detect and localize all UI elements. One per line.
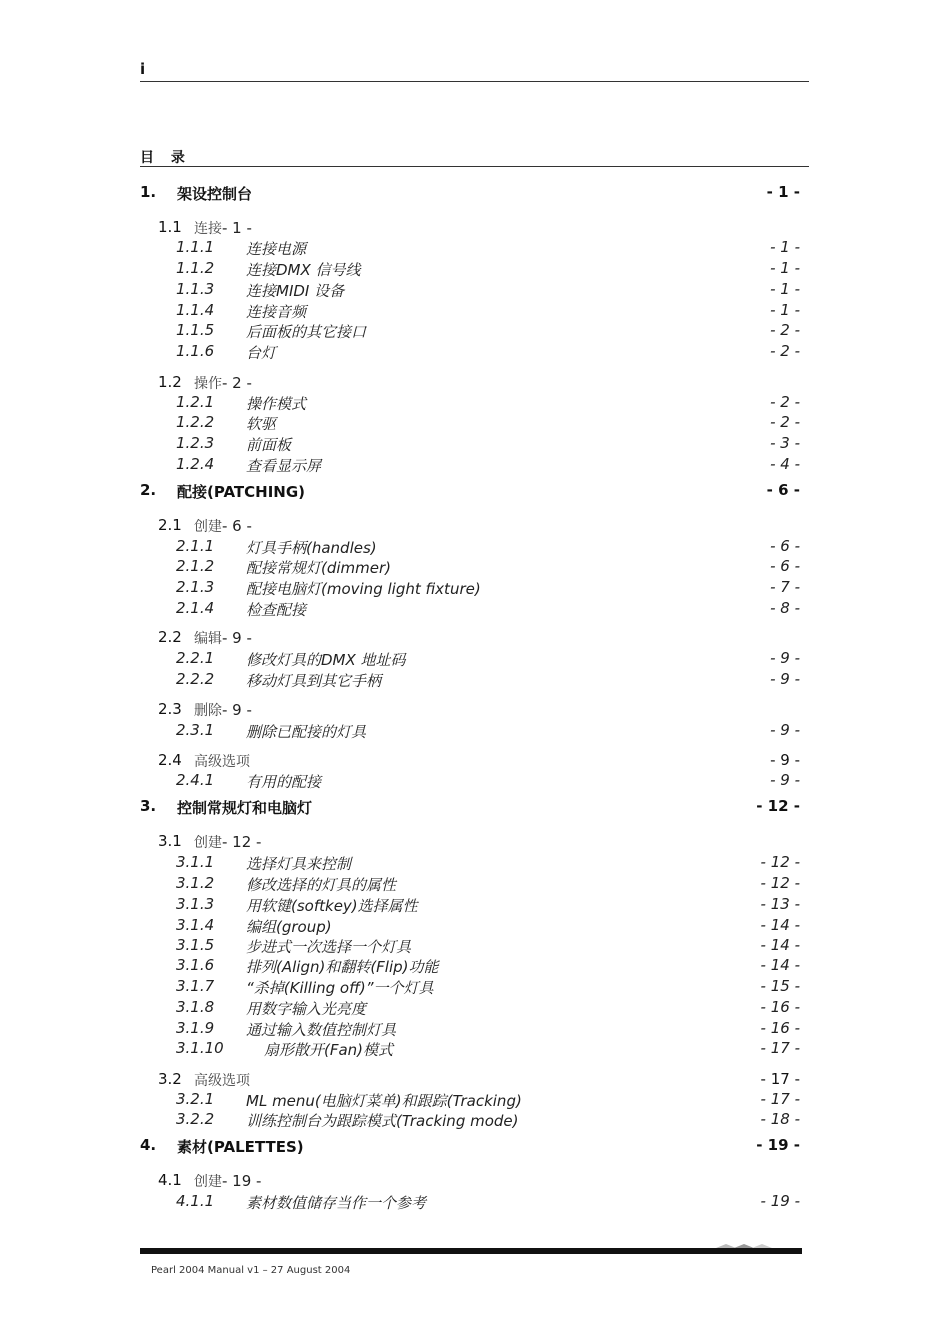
entry-page-number: - 14 - [760,936,800,954]
entry-title: 配接(PATCHING) [177,483,306,501]
entry-number: 3.2.1 [176,1090,215,1108]
entry-number: 1.1.2 [176,259,215,277]
toc-subsection-entry[interactable] [0,413,950,433]
entry-number: 1.2.3 [176,434,215,452]
entry-number: 1.2.2 [176,413,215,431]
entry-number: 2.4 [158,751,182,769]
entry-title: 排列(Align)和翻转(Flip)功能 [246,958,439,976]
entry-page-number: - 16 - [760,1019,800,1037]
entry-page-number: - 9 - [770,771,800,789]
page-numeral: i [140,60,146,78]
footer-text: Pearl 2004 Manual v1 – 27 August 2004 [151,1265,351,1276]
entry-title: 操作模式 [246,395,307,413]
entry-title: 后面板的其它接口 [246,323,367,341]
toc-subsection-entry[interactable] [0,1090,950,1110]
entry-page-number: - 3 - [770,434,800,452]
entry-title: 创建 [194,835,222,851]
entry-page-number: - 1 - [222,219,252,237]
entry-title: 编辑 [194,631,222,647]
entry-page-number: - 2 - [770,342,800,360]
entry-number: 4.1.1 [176,1192,215,1210]
entry-page-number: - 9 - [222,629,252,647]
entry-title: 操作 [194,376,222,392]
toc-subsection-entry[interactable] [0,1192,950,1212]
entry-page-number: - 19 - [222,1172,262,1190]
entry-number: 1.2.4 [176,455,215,473]
entry-page-number: - 2 - [770,321,800,339]
entry-page-number: - 17 - [760,1039,800,1057]
entry-number: 3.2 [158,1070,182,1088]
entry-number: 3.1.7 [176,977,215,995]
toc-subsection-entry[interactable] [0,259,950,279]
entry-number: 3.1.5 [176,936,215,954]
entry-title: 扇形散开(Fan)模式 [264,1041,394,1059]
toc-subsection-entry[interactable] [0,956,950,976]
entry-title: 连接MIDI 设备 [246,282,345,300]
entry-page-number: - 2 - [770,413,800,431]
toc-subsection-entry[interactable] [0,537,950,557]
entry-title: 前面板 [246,436,292,454]
toc-subsection-entry[interactable] [0,238,950,258]
section-title-group [194,516,252,536]
entry-title: 创建 [194,1174,222,1190]
entry-page-number: - 8 - [770,599,800,617]
entry-title: 连接音频 [246,303,307,321]
entry-page-number: - 15 - [760,977,800,995]
entry-page-number: - 13 - [760,895,800,913]
entry-page-number: - 17 - [760,1070,800,1088]
entry-page-number: - 12 - [760,853,800,871]
entry-number: 1.2 [158,373,182,391]
toc-chapter-entry[interactable] [0,1136,950,1156]
toc-subsection-entry[interactable] [0,670,950,690]
section-title-group [194,1171,261,1191]
entry-title: 灯具手柄(handles) [246,539,377,557]
entry-number: 1.1 [158,218,182,236]
entry-page-number: - 7 - [770,578,800,596]
section-title-group [194,373,252,393]
section-title-group [194,700,252,720]
entry-page-number: - 9 - [222,701,252,719]
entry-page-number: - 12 - [760,874,800,892]
entry-number: 3.2.2 [176,1110,215,1128]
entry-number: 3.1.6 [176,956,215,974]
toc-chapter-entry[interactable] [0,797,950,817]
toc-subsection-entry[interactable] [0,1039,950,1059]
toc-section-entry[interactable] [0,751,950,771]
toc-chapter-entry[interactable] [0,183,950,203]
entry-title: 连接 [194,221,222,237]
entry-page-number: - 18 - [760,1110,800,1128]
section-title-group [194,628,252,648]
entry-page-number: - 1 - [770,259,800,277]
entry-title: 素材(PALETTES) [177,1138,304,1156]
entry-title: 软驱 [246,415,277,433]
entry-title: 连接电源 [246,240,307,258]
entry-number: 1. [140,183,157,201]
entry-page-number: - 17 - [760,1090,800,1108]
entry-number: 3.1.9 [176,1019,215,1037]
entry-page-number: - 19 - [756,1136,800,1154]
entry-page-number: - 6 - [770,537,800,555]
toc-subsection-entry[interactable] [0,895,950,915]
entry-title: 编组(group) [246,918,332,936]
entry-number: 3.1.3 [176,895,215,913]
toc-subsection-entry[interactable] [0,874,950,894]
toc-subsection-entry[interactable] [0,916,950,936]
entry-number: 3. [140,797,157,815]
entry-title: 选择灯具来控制 [246,855,352,873]
entry-title: 修改选择的灯具的属性 [246,876,397,894]
toc-subsection-entry[interactable] [0,771,950,791]
toc-subsection-entry[interactable] [0,321,950,341]
entry-number: 2.3 [158,700,182,718]
entry-title: 步进式一次选择一个灯具 [246,938,412,956]
entry-number: 3.1.2 [176,874,215,892]
entry-title: 配接常规灯(dimmer) [246,559,392,577]
entry-page-number: - 6 - [766,481,800,499]
entry-title: 检查配接 [246,601,307,619]
entry-page-number: - 4 - [770,455,800,473]
entry-page-number: - 14 - [760,916,800,934]
entry-page-number: - 9 - [770,751,800,769]
toc-subsection-entry[interactable] [0,434,950,454]
toc-section-entry[interactable] [0,1171,950,1191]
entry-title: ML menu(电脑灯菜单)和跟踪(Tracking) [246,1092,522,1110]
toc-subsection-entry[interactable] [0,557,950,577]
entry-title: “杀掉(Killing off)”一个灯具 [246,979,434,997]
entry-title: 删除 [194,703,222,719]
entry-number: 2.2.2 [176,670,215,688]
entry-number: 1.1.3 [176,280,215,298]
entry-number: 4. [140,1136,157,1154]
entry-page-number: - 1 - [770,238,800,256]
toc-subsection-entry[interactable] [0,853,950,873]
entry-title: 修改灯具的DMX 地址码 [246,651,406,669]
entry-title: 查看显示屏 [246,457,322,475]
entry-page-number: - 12 - [756,797,800,815]
toc-section-entry[interactable] [0,516,950,536]
toc-section-entry[interactable] [0,832,950,852]
entry-title: 控制常规灯和电脑灯 [177,799,313,817]
entry-title: 配接电脑灯(moving light fixture) [246,580,481,598]
toc-section-entry[interactable] [0,1070,950,1090]
toc-subsection-entry[interactable] [0,280,950,300]
entry-page-number: - 6 - [770,557,800,575]
entry-title: 删除已配接的灯具 [246,723,367,741]
footer-logo-mark [716,1244,774,1248]
entry-page-number: - 1 - [770,280,800,298]
toc-subsection-entry[interactable] [0,342,950,362]
toc-subsection-entry[interactable] [0,977,950,997]
entry-number: 2.1 [158,516,182,534]
toc-subsection-entry[interactable] [0,578,950,598]
entry-number: 2.3.1 [176,721,215,739]
entry-number: 2.2 [158,628,182,646]
entry-page-number: - 12 - [222,833,262,851]
toc-subsection-entry[interactable] [0,599,950,619]
entry-number: 4.1 [158,1171,182,1189]
entry-title: 素材数值储存当作一个参考 [246,1194,427,1212]
section-title-group [194,218,252,238]
entry-number: 2.1.1 [176,537,215,555]
toc-subsection-entry[interactable] [0,301,950,321]
entry-title: 训练控制台为跟踪模式(Tracking mode) [246,1112,519,1130]
entry-number: 1.2.1 [176,393,215,411]
entry-title: 创建 [194,519,222,535]
entry-number: 3.1 [158,832,182,850]
toc-title: 目 录 [140,150,191,166]
entry-number: 1.1.4 [176,301,215,319]
footer-rule [140,1248,802,1254]
entry-page-number: - 9 - [770,649,800,667]
toc-section-entry[interactable] [0,373,950,393]
entry-page-number: - 2 - [222,374,252,392]
entry-title: 有用的配接 [246,773,322,791]
entry-number: 2.1.4 [176,599,215,617]
entry-number: 2.1.3 [176,578,215,596]
toc-chapter-entry[interactable] [0,481,950,501]
entry-title: 用数字输入光亮度 [246,1000,367,1018]
entry-page-number: - 14 - [760,956,800,974]
section-title-group [194,832,261,852]
entry-title: 高级选项 [194,754,250,770]
toc-subsection-entry[interactable] [0,998,950,1018]
entry-title: 通过输入数值控制灯具 [246,1021,397,1039]
toc-subsection-entry[interactable] [0,1110,950,1130]
entry-title: 台灯 [246,344,277,362]
entry-number: 3.1.10 [176,1039,224,1057]
entry-page-number: - 9 - [770,721,800,739]
entry-page-number: - 2 - [770,393,800,411]
entry-number: 2.2.1 [176,649,215,667]
entry-page-number: - 16 - [760,998,800,1016]
entry-number: 1.1.1 [176,238,215,256]
entry-number: 1.1.5 [176,321,215,339]
entry-page-number: - 1 - [766,183,800,201]
toc-subsection-entry[interactable] [0,721,950,741]
toc-subsection-entry[interactable] [0,649,950,669]
toc-section-entry[interactable] [0,628,950,648]
entry-number: 2.4.1 [176,771,215,789]
toc-section-entry[interactable] [0,218,950,238]
entry-title: 高级选项 [194,1073,250,1089]
entry-number: 3.1.4 [176,916,215,934]
entry-number: 2. [140,481,157,499]
entry-page-number: - 19 - [760,1192,800,1210]
entry-page-number: - 1 - [770,301,800,319]
entry-title: 用软键(softkey)选择属性 [246,897,418,915]
toc-subsection-entry[interactable] [0,393,950,413]
toc-section-entry[interactable] [0,700,950,720]
entry-number: 3.1.8 [176,998,215,1016]
entry-title: 架设控制台 [177,185,253,203]
entry-page-number: - 9 - [770,670,800,688]
toc-subsection-entry[interactable] [0,936,950,956]
entry-number: 2.1.2 [176,557,215,575]
toc-subsection-entry[interactable] [0,1019,950,1039]
entry-number: 3.1.1 [176,853,215,871]
entry-title: 连接DMX 信号线 [246,261,361,279]
entry-number: 1.1.6 [176,342,215,360]
entry-page-number: - 6 - [222,517,252,535]
toc-subsection-entry[interactable] [0,455,950,475]
entry-title: 移动灯具到其它手柄 [246,672,382,690]
